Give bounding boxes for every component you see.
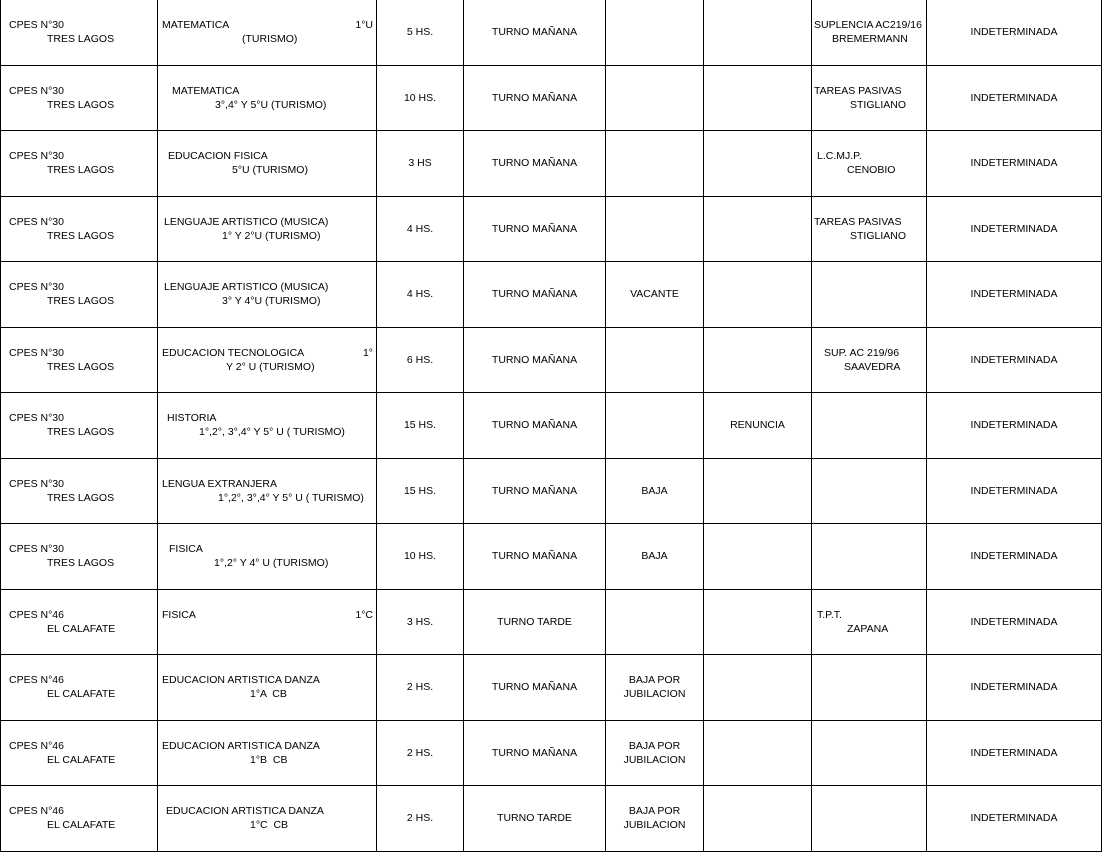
note-cell [812,327,927,393]
status-cell: BAJA [606,524,704,590]
shift-cell: TURNO MAÑANA [464,196,606,262]
subject-name: FISICA [162,608,196,621]
duration-cell: INDETERMINADA [927,196,1102,262]
subject-cell [158,589,377,655]
duration-cell: INDETERMINADA [927,0,1102,65]
note-line-1: SUP. AC 219/96 [824,346,900,359]
school-name: CPES N°30 [9,84,64,97]
status-cell [606,327,704,393]
shift-cell: TURNO MAÑANA [464,262,606,328]
note-cell [812,0,927,65]
school-location: EL CALAFATE [47,753,116,766]
note-line-2: CENOBIO [847,164,896,177]
status-cell [606,393,704,459]
table-row [1,131,1102,197]
duration-cell: INDETERMINADA [927,65,1102,131]
subject-course: 1°,2° Y 4° U (TURISMO) [214,557,329,570]
hours-cell: 5 HS. [377,0,464,65]
status-cell: BAJA [606,458,704,524]
subject-course: (TURISMO) [242,33,298,46]
note-cell [812,589,927,655]
status-cell [606,131,704,197]
hours-cell: 2 HS. [377,720,464,786]
hours-cell: 10 HS. [377,524,464,590]
school-location: TRES LAGOS [47,33,115,46]
subject-cell [158,786,377,852]
subject-course: 1°A CB [250,688,287,701]
duration-cell: INDETERMINADA [927,655,1102,721]
school-name: CPES N°30 [9,346,64,359]
subject-course: 1° Y 2°U (TURISMO) [222,229,321,242]
school-cell [1,0,158,65]
table-row [1,393,1102,459]
table-row [1,196,1102,262]
shift-cell: TURNO MAÑANA [464,720,606,786]
reason-cell [704,786,812,852]
subject-year: 1°U [355,19,373,32]
hours-cell: 4 HS. [377,196,464,262]
shift-cell: TURNO MAÑANA [464,0,606,65]
school-cell [1,720,158,786]
duration-cell: INDETERMINADA [927,458,1102,524]
school-cell [1,786,158,852]
school-cell [1,458,158,524]
school-location: TRES LAGOS [47,426,115,439]
status-cell: BAJA POR JUBILACION [606,720,704,786]
subject-cell [158,65,377,131]
subject-course: 1°C CB [250,819,289,832]
duration-cell: INDETERMINADA [927,589,1102,655]
reason-cell [704,0,812,65]
school-location: TRES LAGOS [47,229,115,242]
reason-cell [704,524,812,590]
status-cell [606,589,704,655]
note-cell [812,655,927,721]
duration-cell: INDETERMINADA [927,786,1102,852]
status-cell: BAJA POR JUBILACION [606,786,704,852]
subject-name: EDUCACION ARTISTICA DANZA [166,805,324,818]
school-name: CPES N°30 [9,19,64,32]
note-cell [812,262,927,328]
note-line-2: BREMERMANN [832,33,908,46]
school-location: TRES LAGOS [47,360,115,373]
subject-course: 5°U (TURISMO) [232,164,308,177]
table-row [1,720,1102,786]
subject-name: LENGUAJE ARTISTICO (MUSICA) [164,281,329,294]
subject-cell [158,393,377,459]
subject-cell [158,655,377,721]
school-location: TRES LAGOS [47,491,115,504]
note-line-2: STIGLIANO [850,98,907,111]
subject-name: MATEMATICA [172,84,240,97]
school-cell [1,327,158,393]
subject-cell [158,196,377,262]
status-cell: VACANTE [606,262,704,328]
table-row [1,327,1102,393]
note-line-1: TAREAS PASIVAS [814,215,902,228]
reason-cell [704,327,812,393]
shift-cell: TURNO MAÑANA [464,524,606,590]
note-line-1: TAREAS PASIVAS [814,84,902,97]
note-line-2: ZAPANA [847,622,889,635]
reason-cell [704,131,812,197]
subject-cell [158,262,377,328]
subject-course: 1°,2°, 3°,4° Y 5° U ( TURISMO) [218,491,364,504]
school-cell [1,262,158,328]
school-location: TRES LAGOS [47,164,115,177]
school-location: EL CALAFATE [47,622,116,635]
school-location: TRES LAGOS [47,98,115,111]
status-cell: BAJA POR JUBILACION [606,655,704,721]
school-location: TRES LAGOS [47,295,115,308]
note-line-2: STIGLIANO [850,229,907,242]
hours-cell: 15 HS. [377,393,464,459]
subject-name: EDUCACION ARTISTICA DANZA [162,739,320,752]
subject-course: 1°B CB [250,753,288,766]
note-cell [812,720,927,786]
note-line-1: T.P.T. [817,608,842,621]
school-name: CPES N°30 [9,215,64,228]
school-cell [1,65,158,131]
school-cell [1,393,158,459]
subject-cell [158,327,377,393]
duration-cell: INDETERMINADA [927,393,1102,459]
table-row [1,0,1102,65]
hours-cell: 2 HS. [377,786,464,852]
subject-cell [158,720,377,786]
reason-cell [704,720,812,786]
hours-cell: 6 HS. [377,327,464,393]
subject-course: 1°,2°, 3°,4° Y 5° U ( TURISMO) [199,426,345,439]
school-cell [1,131,158,197]
subject-cell [158,524,377,590]
table-row [1,262,1102,328]
reason-cell [704,262,812,328]
school-location: EL CALAFATE [47,819,116,832]
subject-year: 1°C [355,608,373,621]
school-name: CPES N°30 [9,281,64,294]
subject-course: 3° Y 4°U (TURISMO) [222,295,321,308]
note-cell [812,458,927,524]
duration-cell: INDETERMINADA [927,131,1102,197]
table-row [1,458,1102,524]
shift-cell: TURNO TARDE [464,786,606,852]
subject-course: Y 2° U (TURISMO) [226,360,315,373]
subject-name: EDUCACION ARTISTICA DANZA [162,674,320,687]
subject-name: LENGUA EXTRANJERA [162,477,277,490]
table-row [1,589,1102,655]
duration-cell: INDETERMINADA [927,524,1102,590]
school-name: CPES N°46 [9,608,64,621]
note-cell [812,393,927,459]
status-cell [606,65,704,131]
shift-cell: TURNO MAÑANA [464,458,606,524]
shift-cell: TURNO MAÑANA [464,65,606,131]
hours-cell: 3 HS. [377,589,464,655]
shift-cell: TURNO MAÑANA [464,655,606,721]
shift-cell: TURNO TARDE [464,589,606,655]
school-location: TRES LAGOS [47,557,115,570]
note-cell [812,524,927,590]
subject-name: EDUCACION TECNOLOGICA [162,346,305,359]
table-row [1,786,1102,852]
table-body [1,0,1102,851]
reason-cell [704,196,812,262]
subject-course: 3°,4° Y 5°U (TURISMO) [215,98,327,111]
subject-name: LENGUAJE ARTISTICO (MUSICA) [164,215,329,228]
subject-cell [158,458,377,524]
school-name: CPES N°30 [9,477,64,490]
school-name: CPES N°46 [9,674,64,687]
duration-cell: INDETERMINADA [927,327,1102,393]
school-name: CPES N°30 [9,543,64,556]
duration-cell: INDETERMINADA [927,720,1102,786]
subject-course [162,622,376,636]
reason-cell [704,65,812,131]
subject-cell [158,131,377,197]
school-cell [1,196,158,262]
note-cell [812,786,927,852]
hours-cell: 4 HS. [377,262,464,328]
note-line-2: SAAVEDRA [844,360,901,373]
note-line-1: SUPLENCIA AC219/16 [814,19,922,32]
hours-cell: 2 HS. [377,655,464,721]
reason-cell [704,655,812,721]
subject-cell [158,0,377,65]
subject-year: 1° [362,346,373,359]
school-location: EL CALAFATE [47,688,116,701]
subject-name: HISTORIA [167,412,217,425]
school-cell [1,589,158,655]
subject-name: FISICA [169,543,203,556]
school-cell [1,524,158,590]
shift-cell: TURNO MAÑANA [464,131,606,197]
note-line-1: L.C.MJ.P. [817,150,862,163]
subject-name: MATEMATICA [162,19,230,32]
status-cell [606,196,704,262]
note-cell [812,131,927,197]
table-row [1,655,1102,721]
school-name: CPES N°30 [9,412,64,425]
school-name: CPES N°30 [9,150,64,163]
hours-cell: 10 HS. [377,65,464,131]
hours-cell: 3 HS [377,131,464,197]
hours-cell: 15 HS. [377,458,464,524]
reason-cell: RENUNCIA [704,393,812,459]
duration-cell: INDETERMINADA [927,262,1102,328]
school-name: CPES N°46 [9,739,64,752]
note-cell [812,196,927,262]
reason-cell [704,589,812,655]
shift-cell: TURNO MAÑANA [464,327,606,393]
school-cell [1,655,158,721]
shift-cell: TURNO MAÑANA [464,393,606,459]
table-row [1,65,1102,131]
reason-cell [704,458,812,524]
status-cell [606,0,704,65]
note-cell [812,65,927,131]
school-name: CPES N°46 [9,805,64,818]
subject-name: EDUCACION FISICA [168,150,268,163]
table-row [1,524,1102,590]
